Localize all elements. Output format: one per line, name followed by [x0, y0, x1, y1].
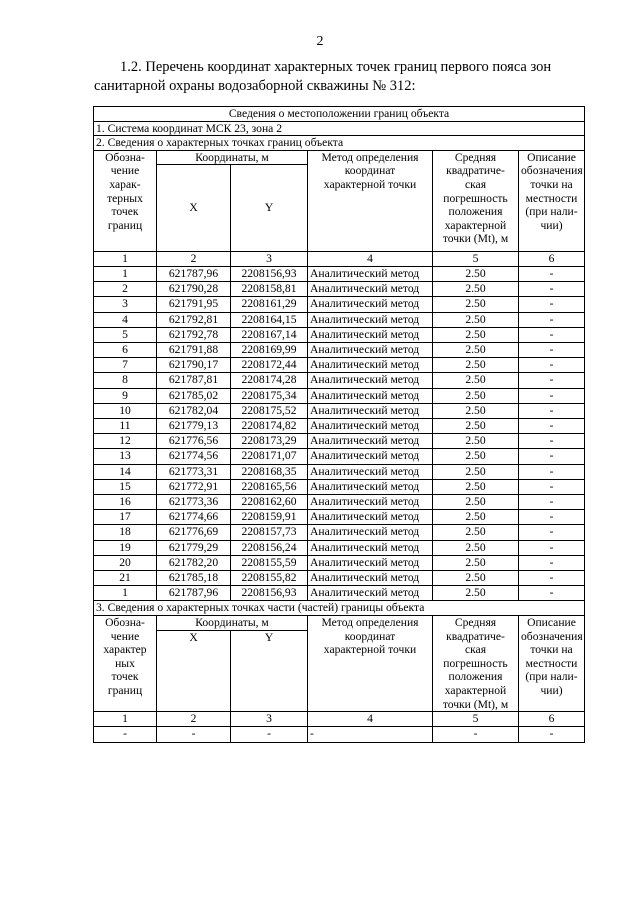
y-coordinate: 2208156,93 [231, 586, 308, 601]
header3-method: Метод определения координат характерной точки [308, 616, 433, 712]
description: - [519, 510, 585, 525]
description: - [519, 282, 585, 297]
table-row [94, 343, 585, 358]
method: Аналитический метод [308, 327, 433, 342]
column-number: 3 [231, 712, 308, 727]
x-coordinate: 621772,91 [157, 479, 231, 494]
method: Аналитический метод [308, 282, 433, 297]
table-row [94, 297, 585, 312]
point-number: 12 [94, 434, 157, 449]
part-points-section-heading: 3. Сведения о характерных точках части (частей) границы объекта [94, 601, 585, 616]
x-coordinate: 621787,96 [157, 266, 231, 281]
column-number: 2 [157, 251, 231, 266]
point-number: 18 [94, 525, 157, 540]
method: Аналитический метод [308, 479, 433, 494]
header-description: Описание обозначения точки на местности (при нали- чии) [519, 150, 585, 251]
y-coordinate: 2208164,15 [231, 312, 308, 327]
description: - [519, 495, 585, 510]
description: - [519, 464, 585, 479]
method: Аналитический метод [308, 419, 433, 434]
y-coordinate: - [231, 727, 308, 742]
point-number: 11 [94, 419, 157, 434]
table-row [94, 555, 585, 570]
accuracy-value: 2.50 [433, 434, 519, 449]
accuracy-value: 2.50 [433, 266, 519, 281]
point-number: 8 [94, 373, 157, 388]
x-coordinate: 621787,81 [157, 373, 231, 388]
description: - [519, 358, 585, 373]
accuracy-value: 2.50 [433, 586, 519, 601]
header-y: Y [231, 165, 308, 251]
table-row [94, 419, 585, 434]
x-coordinate: 621782,20 [157, 555, 231, 570]
y-coordinate: 2208174,82 [231, 419, 308, 434]
table-row [94, 388, 585, 403]
point-number: 14 [94, 464, 157, 479]
table-row [94, 510, 585, 525]
accuracy-value: 2.50 [433, 479, 519, 494]
column-number-row [94, 712, 585, 727]
y-coordinate: 2208165,56 [231, 479, 308, 494]
coordinates-table [93, 106, 585, 743]
x-coordinate: - [157, 727, 231, 742]
point-number: 6 [94, 343, 157, 358]
point-number: 21 [94, 571, 157, 586]
description: - [519, 586, 585, 601]
description: - [519, 343, 585, 358]
x-coordinate: 621790,17 [157, 358, 231, 373]
accuracy-value: 2.50 [433, 312, 519, 327]
table-row [94, 586, 585, 601]
method: Аналитический метод [308, 449, 433, 464]
description: - [519, 297, 585, 312]
table-row [94, 479, 585, 494]
description: - [519, 555, 585, 570]
point-number: 15 [94, 479, 157, 494]
column-number: 6 [519, 712, 585, 727]
point-number: 9 [94, 388, 157, 403]
y-coordinate: 2208158,81 [231, 282, 308, 297]
description: - [519, 434, 585, 449]
column-number: 6 [519, 251, 585, 266]
x-coordinate: 621782,04 [157, 403, 231, 418]
column-number: 5 [433, 251, 519, 266]
method: Аналитический метод [308, 373, 433, 388]
x-coordinate: 621791,88 [157, 343, 231, 358]
x-coordinate: 621792,78 [157, 327, 231, 342]
column-number: 1 [94, 712, 157, 727]
x-coordinate: 621785,02 [157, 388, 231, 403]
table-row [94, 373, 585, 388]
y-coordinate: 2208161,29 [231, 297, 308, 312]
accuracy-value: 2.50 [433, 510, 519, 525]
y-coordinate: 2208156,24 [231, 540, 308, 555]
description: - [519, 403, 585, 418]
method: Аналитический метод [308, 571, 433, 586]
x-coordinate: 621774,66 [157, 510, 231, 525]
table-row [94, 282, 585, 297]
accuracy-value: 2.50 [433, 525, 519, 540]
column-number: 1 [94, 251, 157, 266]
header-accuracy: Средняя квадратиче- ская погрешность положения характерной точки (Mt), м [433, 150, 519, 251]
column-number: 4 [308, 712, 433, 727]
table-row [94, 449, 585, 464]
x-coordinate: 621773,31 [157, 464, 231, 479]
header-method: Метод определения координат характерной точки [308, 150, 433, 251]
method: Аналитический метод [308, 510, 433, 525]
accuracy-value: 2.50 [433, 297, 519, 312]
table-title: Сведения о местоположении границ объекта [94, 107, 585, 122]
table-row [94, 571, 585, 586]
method: Аналитический метод [308, 266, 433, 281]
method: Аналитический метод [308, 312, 433, 327]
y-coordinate: 2208171,07 [231, 449, 308, 464]
point-number: 19 [94, 540, 157, 555]
table-row [94, 312, 585, 327]
document-heading: 1.2. Перечень координат характерных точек границ первого пояса зон санитарной охраны водозаборной скважины № 312: [94, 59, 552, 94]
header3-description: Описание обозначения точки на местности (при нали- чии) [519, 616, 585, 712]
accuracy-value: 2.50 [433, 388, 519, 403]
description: - [519, 525, 585, 540]
point-number: 4 [94, 312, 157, 327]
header-point-label: Обозна- чение харак- терных точек границ [94, 150, 157, 251]
x-coordinate: 621773,36 [157, 495, 231, 510]
column-number: 5 [433, 712, 519, 727]
point-number: 16 [94, 495, 157, 510]
column-number: 4 [308, 251, 433, 266]
method: Аналитический метод [308, 525, 433, 540]
y-coordinate: 2208155,82 [231, 571, 308, 586]
y-coordinate: 2208173,29 [231, 434, 308, 449]
points-section-heading: 2. Сведения о характерных точках границ объекта [94, 136, 585, 151]
header3-accuracy: Средняя квадратиче- ская погрешность положения характерной точки (Mt), м [433, 616, 519, 712]
y-coordinate: 2208156,93 [231, 266, 308, 281]
x-coordinate: 621787,96 [157, 586, 231, 601]
point-number: 10 [94, 403, 157, 418]
description: - [519, 388, 585, 403]
table-row [94, 403, 585, 418]
y-coordinate: 2208155,59 [231, 555, 308, 570]
y-coordinate: 2208169,99 [231, 343, 308, 358]
table-row [94, 266, 585, 281]
description: - [519, 540, 585, 555]
method: Аналитический метод [308, 403, 433, 418]
table-row [94, 495, 585, 510]
description: - [519, 571, 585, 586]
method: Аналитический метод [308, 586, 433, 601]
method: Аналитический метод [308, 540, 433, 555]
accuracy-value: 2.50 [433, 464, 519, 479]
description: - [519, 479, 585, 494]
point-number: 1 [94, 586, 157, 601]
column-number-row [94, 251, 585, 266]
table-row [94, 540, 585, 555]
y-coordinate: 2208175,34 [231, 388, 308, 403]
accuracy-value: 2.50 [433, 495, 519, 510]
description: - [519, 727, 585, 742]
accuracy-value: 2.50 [433, 343, 519, 358]
description: - [519, 312, 585, 327]
point-number: 5 [94, 327, 157, 342]
header-coordinates: Координаты, м [157, 150, 308, 165]
accuracy-value: 2.50 [433, 373, 519, 388]
y-coordinate: 2208174,28 [231, 373, 308, 388]
coordinate-system-row: 1. Система координат МСК 23, зона 2 [94, 121, 585, 136]
table-row [94, 358, 585, 373]
x-coordinate: 621792,81 [157, 312, 231, 327]
point-number: 2 [94, 282, 157, 297]
table-row [94, 464, 585, 479]
accuracy-value: 2.50 [433, 358, 519, 373]
description: - [519, 449, 585, 464]
method: Аналитический метод [308, 555, 433, 570]
x-coordinate: 621779,13 [157, 419, 231, 434]
method: Аналитический метод [308, 297, 433, 312]
description: - [519, 373, 585, 388]
y-coordinate: 2208175,52 [231, 403, 308, 418]
accuracy-value: 2.50 [433, 282, 519, 297]
point-number: 1 [94, 266, 157, 281]
method: Аналитический метод [308, 343, 433, 358]
y-coordinate: 2208167,14 [231, 327, 308, 342]
accuracy-value: 2.50 [433, 419, 519, 434]
method: Аналитический метод [308, 434, 433, 449]
header3-point-label: Обозна- чение характер ных точек границ [94, 616, 157, 712]
method: Аналитический метод [308, 388, 433, 403]
page-number: 2 [316, 34, 324, 49]
description: - [519, 419, 585, 434]
point-number: 20 [94, 555, 157, 570]
accuracy-value: 2.50 [433, 327, 519, 342]
header3-x: X [157, 630, 231, 712]
table-row [94, 727, 585, 742]
point-number: - [94, 727, 157, 742]
accuracy-value: - [433, 727, 519, 742]
x-coordinate: 621776,56 [157, 434, 231, 449]
x-coordinate: 621776,69 [157, 525, 231, 540]
column-number: 2 [157, 712, 231, 727]
table-row [94, 525, 585, 540]
y-coordinate: 2208159,91 [231, 510, 308, 525]
accuracy-value: 2.50 [433, 555, 519, 570]
table-row [94, 434, 585, 449]
y-coordinate: 2208168,35 [231, 464, 308, 479]
x-coordinate: 621791,95 [157, 297, 231, 312]
x-coordinate: 621779,29 [157, 540, 231, 555]
point-number: 13 [94, 449, 157, 464]
accuracy-value: 2.50 [433, 571, 519, 586]
description: - [519, 266, 585, 281]
method: Аналитический метод [308, 495, 433, 510]
x-coordinate: 621774,56 [157, 449, 231, 464]
method: Аналитический метод [308, 464, 433, 479]
point-number: 3 [94, 297, 157, 312]
accuracy-value: 2.50 [433, 449, 519, 464]
y-coordinate: 2208157,73 [231, 525, 308, 540]
column-number: 3 [231, 251, 308, 266]
header3-y: Y [231, 630, 308, 712]
point-number: 7 [94, 358, 157, 373]
x-coordinate: 621790,28 [157, 282, 231, 297]
point-number: 17 [94, 510, 157, 525]
y-coordinate: 2208172,44 [231, 358, 308, 373]
method: - [308, 727, 433, 742]
accuracy-value: 2.50 [433, 403, 519, 418]
header-x: X [157, 165, 231, 251]
header3-coordinates: Координаты, м [157, 616, 308, 631]
accuracy-value: 2.50 [433, 540, 519, 555]
x-coordinate: 621785,18 [157, 571, 231, 586]
description: - [519, 327, 585, 342]
table-row [94, 327, 585, 342]
y-coordinate: 2208162,60 [231, 495, 308, 510]
method: Аналитический метод [308, 358, 433, 373]
